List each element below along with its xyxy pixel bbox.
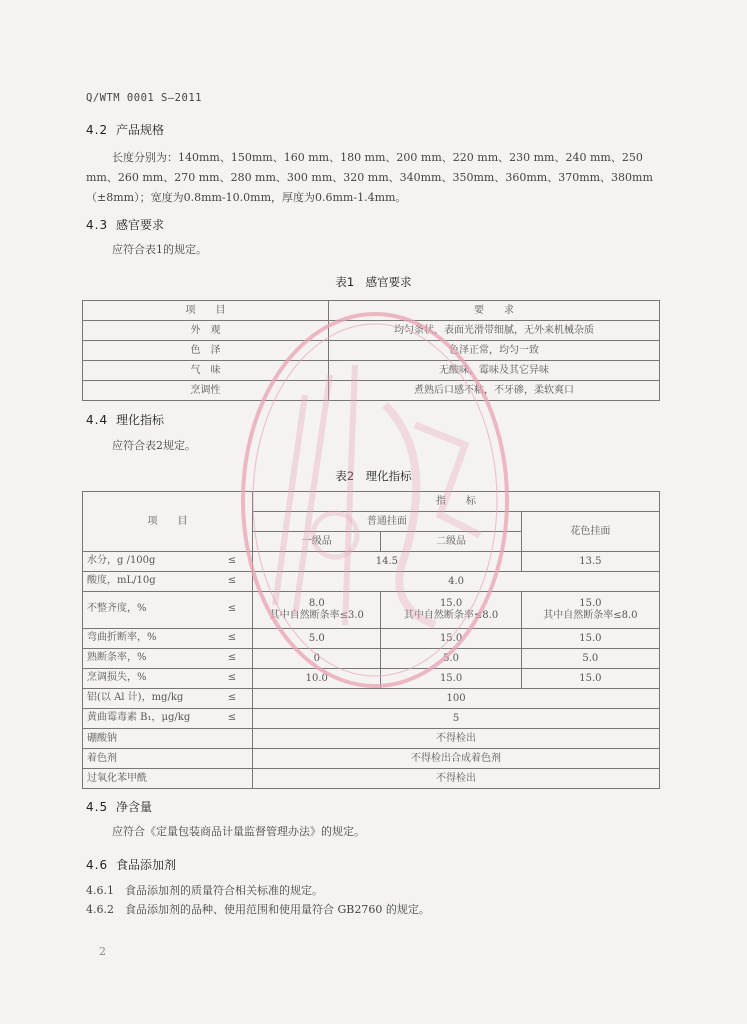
table-row — [83, 689, 660, 709]
section-number: 4.6 — [86, 858, 109, 872]
physchem-paragraph: 应符合表2规定。 — [112, 439, 196, 452]
row-label-text: 铝(以 Al 计)，mg/kg — [87, 692, 184, 703]
table-row — [83, 361, 660, 381]
cell-value: 15.0 — [381, 669, 521, 689]
cell-line: 15.0 — [579, 598, 602, 609]
table1-item: 气 味 — [83, 361, 329, 381]
row-label — [83, 572, 253, 592]
page-number: 2 — [99, 945, 106, 958]
row-label-text: 不整齐度，% — [87, 603, 147, 614]
cell-value — [521, 592, 659, 629]
table1-req: 均匀条状，表面光滑带细腻，无外来机械杂质 — [329, 321, 660, 341]
section-number: 4.2 — [86, 123, 109, 137]
cell-value: 5 — [253, 709, 660, 729]
table-row — [83, 769, 660, 789]
physchem-table — [82, 491, 660, 789]
cell-value: 14.5 — [253, 552, 522, 572]
section-title: 感官要求 — [116, 218, 165, 232]
row-label — [83, 689, 253, 709]
table2-header-plain: 普通挂面 — [253, 512, 522, 532]
cell-value: 5.0 — [253, 629, 381, 649]
cell-value: 100 — [253, 689, 660, 709]
table-row — [83, 341, 660, 361]
le-symbol: ≤ — [227, 692, 237, 703]
le-symbol: ≤ — [227, 603, 237, 614]
table1-item: 色 泽 — [83, 341, 329, 361]
cell-value: 4.0 — [253, 572, 660, 592]
table2-caption: 表2 理化指标 — [335, 469, 412, 483]
cell-value: 15.0 — [521, 629, 659, 649]
le-symbol: ≤ — [227, 632, 237, 643]
net-content-paragraph: 应符合《定量包装商品计量监督管理办法》的规定。 — [112, 825, 365, 838]
table-row — [83, 572, 660, 592]
cell-value: 不得检出 — [253, 769, 660, 789]
table1-header-item: 项 目 — [83, 301, 329, 321]
row-label — [83, 709, 253, 729]
section-number: 4.3 — [86, 218, 109, 232]
row-label — [83, 592, 253, 629]
cell-value: 5.0 — [521, 649, 659, 669]
row-label-text: 黄曲霉毒素 B₁，μg/kg — [87, 712, 191, 723]
cell-line: 8.0 — [308, 598, 325, 609]
table1-item: 烹调性 — [83, 381, 329, 401]
cell-value: 不得检出 — [253, 729, 660, 749]
cell-value: 不得检出合成着色剂 — [253, 749, 660, 769]
table1-req: 无酸味，霉味及其它异味 — [329, 361, 660, 381]
cell-value — [381, 592, 521, 629]
row-label-text: 酸度，mL/10g — [87, 575, 156, 586]
cell-line: 其中自然断条率≤3.0 — [269, 610, 364, 621]
table-row — [83, 629, 660, 649]
row-label — [83, 629, 253, 649]
section-number: 4.4 — [86, 413, 109, 427]
table1-req: 色泽正常，均匀一致 — [329, 341, 660, 361]
row-label: 硼酸钠 — [83, 729, 253, 749]
cell-value: 15.0 — [521, 669, 659, 689]
cell-value: 10.0 — [253, 669, 381, 689]
section-4-6-heading — [86, 856, 176, 873]
cell-line: 15.0 — [439, 598, 463, 609]
section-4-2-heading — [86, 121, 164, 138]
cell-value — [253, 592, 381, 629]
row-label-text: 弯曲折断率，% — [87, 632, 157, 643]
section-4-4-heading — [86, 411, 164, 428]
row-label — [83, 649, 253, 669]
table-row — [83, 669, 660, 689]
le-symbol: ≤ — [227, 555, 237, 566]
le-symbol: ≤ — [227, 712, 237, 723]
sensory-paragraph: 应符合表1的规定。 — [112, 243, 207, 256]
table-row — [83, 729, 660, 749]
table-row — [83, 381, 660, 401]
table-row — [83, 709, 660, 729]
table-row — [83, 592, 660, 629]
table-row — [83, 321, 660, 341]
row-label-text: 烹调损失，% — [87, 672, 147, 683]
table2-header-index: 指 标 — [253, 492, 660, 512]
table2-header-item: 项 目 — [83, 492, 253, 552]
section-4-3-heading — [86, 216, 164, 233]
section-4-5-heading — [86, 798, 152, 815]
table-row — [83, 749, 660, 769]
row-label: 过氧化苯甲酰 — [83, 769, 253, 789]
section-number: 4.5 — [86, 800, 109, 814]
sensory-table — [82, 300, 660, 401]
le-symbol: ≤ — [227, 672, 237, 683]
additive-clause-1: 4.6.1 食品添加剂的质量符合相关标准的规定。 — [86, 884, 323, 897]
section-title: 净含量 — [116, 800, 153, 814]
section-title: 理化指标 — [116, 413, 165, 427]
table1-item: 外 观 — [83, 321, 329, 341]
cell-value: 15.0 — [381, 629, 521, 649]
table2-header-grade2: 二级品 — [381, 532, 521, 552]
section-title: 产品规格 — [116, 123, 165, 137]
row-label-text: 熟断条率，% — [87, 652, 147, 663]
document-number: Q/WTM 0001 S—2011 — [86, 92, 202, 104]
le-symbol: ≤ — [227, 575, 237, 586]
table2-header-flower: 花色挂面 — [521, 512, 659, 552]
spec-paragraph: 长度分别为：140mm、150mm、160 mm、180 mm、200 mm、220 mm、230 mm、240 mm、250 mm、260 mm、270 mm、280 mm、300 mm、320 mm、340mm、350mm、360mm、370mm、380mm（±8mm）；宽度为0.8mm-10.0mm，厚度为0.6mm-1.4mm。 — [86, 151, 653, 204]
le-symbol: ≤ — [227, 652, 237, 663]
cell-line: 其中自然断条率≤8.0 — [543, 610, 638, 621]
table1-req: 煮熟后口感不粘，不牙碜，柔软爽口 — [329, 381, 660, 401]
additive-clause-2: 4.6.2 食品添加剂的品种、使用范围和使用量符合 GB2760 的规定。 — [86, 903, 430, 916]
row-label-text: 水分，g /100g — [87, 555, 156, 566]
table1-caption: 表1 感官要求 — [335, 275, 412, 289]
cell-value: 13.5 — [521, 552, 659, 572]
table1-header-requirement: 要 求 — [329, 301, 660, 321]
table2-header-grade1: 一级品 — [253, 532, 381, 552]
row-label — [83, 669, 253, 689]
cell-value: 5.0 — [381, 649, 521, 669]
table-row — [83, 552, 660, 572]
cell-line: 其中自然断条率≤8.0 — [403, 610, 499, 621]
row-label: 着色剂 — [83, 749, 253, 769]
section-title: 食品添加剂 — [116, 858, 177, 872]
table-row — [83, 649, 660, 669]
cell-value: 0 — [253, 649, 381, 669]
row-label — [83, 552, 253, 572]
